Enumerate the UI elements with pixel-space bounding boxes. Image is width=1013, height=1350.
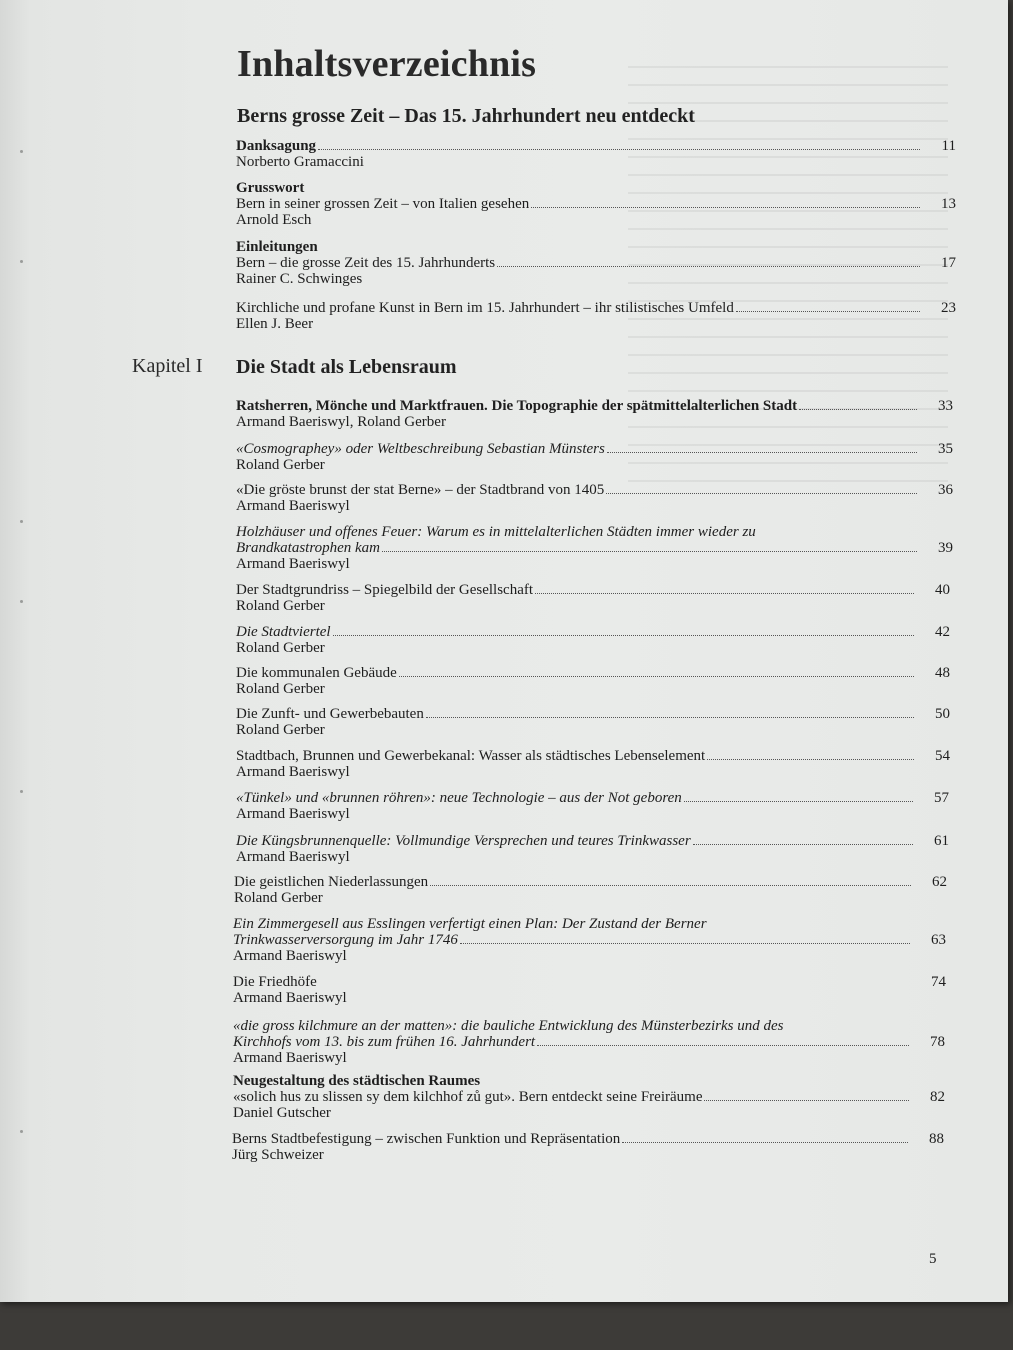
entry-title: Bern in seiner grossen Zeit – von Italien gesehen	[236, 196, 530, 212]
entry-heading: Grusswort	[236, 180, 305, 196]
toc-entry[interactable]	[236, 441, 953, 473]
entry-title: «solich hus zu slissen sy dem kilchhof zů gut». Bern entdeckt seine Freiräume	[233, 1089, 703, 1105]
toc-entry[interactable]	[236, 239, 956, 287]
entry-title: Die geistlichen Niederlassungen	[234, 874, 429, 890]
entry-author: Armand Baeriswyl	[236, 849, 350, 865]
entry-title: «Die gröste brunst der stat Berne» – der Stadtbrand von 1405	[236, 482, 605, 498]
entry-title: Die Stadtviertel	[236, 624, 331, 640]
entry-title: Kirchhofs vom 13. bis zum frühen 16. Jahrhundert	[233, 1034, 536, 1050]
toc-entry[interactable]	[236, 300, 956, 332]
entry-page: 48	[935, 665, 950, 681]
entry-page: 63	[931, 932, 946, 948]
toc-entry[interactable]	[236, 398, 953, 430]
leader-dots	[799, 409, 917, 410]
leader-dots	[318, 149, 920, 150]
entry-author: Ellen J. Beer	[236, 316, 314, 332]
entry-author: Arnold Esch	[236, 212, 312, 228]
toc-entry[interactable]	[236, 833, 949, 865]
toc-entry[interactable]	[234, 874, 947, 906]
toc-entry[interactable]	[236, 665, 950, 697]
entry-title: Berns Stadtbefestigung – zwischen Funktion und Repräsentation	[232, 1131, 621, 1147]
entry-author: Rainer C. Schwinges	[236, 271, 363, 287]
leader-dots	[531, 207, 920, 208]
entry-page: 42	[935, 624, 950, 640]
entry-title: Kirchliche und profane Kunst in Bern im 15. Jahrhundert – ihr stilistisches Umfeld	[236, 300, 734, 316]
page-number: 5	[929, 1251, 937, 1267]
section-title: Berns grosse Zeit – Das 15. Jahrhundert neu entdeckt	[237, 105, 695, 127]
leader-dots	[497, 266, 920, 267]
entry-title: Ratsherren, Mönche und Marktfrauen. Die Topographie der spätmittelalterlichen Stadt	[236, 398, 798, 414]
entry-author: Norberto Gramaccini	[236, 154, 364, 170]
page-title: Inhaltsverzeichnis	[237, 43, 537, 85]
toc-entry[interactable]	[233, 1018, 945, 1066]
entry-author: Armand Baeriswyl	[233, 990, 347, 1006]
entry-title-line1: Ein Zimmergesell aus Esslingen verfertigt einen Plan: Der Zustand der Berner	[233, 916, 707, 932]
entry-page: 39	[938, 540, 953, 556]
toc-entry[interactable]	[236, 706, 950, 738]
entry-page: 78	[930, 1034, 945, 1050]
entry-page: 57	[934, 790, 949, 806]
toc-entry[interactable]	[236, 524, 953, 572]
toc-entry[interactable]	[236, 482, 953, 514]
entry-page: 17	[941, 255, 956, 271]
leader-dots	[399, 676, 914, 677]
entry-author: Roland Gerber	[236, 457, 325, 473]
toc-entry[interactable]	[236, 624, 950, 656]
entry-page: 36	[938, 482, 953, 498]
entry-title: Die Friedhöfe	[233, 974, 317, 990]
toc-entry[interactable]	[236, 180, 956, 228]
entry-author: Armand Baeriswyl, Roland Gerber	[236, 414, 446, 430]
leader-dots	[622, 1142, 908, 1143]
leader-dots	[693, 844, 913, 845]
entry-page: 35	[938, 441, 953, 457]
leader-dots	[606, 493, 917, 494]
toc-entry[interactable]	[233, 916, 946, 964]
toc-entry[interactable]	[233, 1073, 945, 1121]
leader-dots	[535, 593, 914, 594]
entry-author: Daniel Gutscher	[233, 1105, 331, 1121]
leader-dots	[426, 717, 914, 718]
entry-page: 54	[935, 748, 950, 764]
leader-dots	[382, 551, 917, 552]
entry-page: 50	[935, 706, 950, 722]
entry-title: Trinkwasserversorgung im Jahr 1746	[233, 932, 458, 948]
entry-title-line1: Holzhäuser und offenes Feuer: Warum es in mittelalterlichen Städten immer wieder zu	[236, 524, 756, 540]
leader-dots	[333, 635, 914, 636]
leader-dots	[607, 452, 917, 453]
entry-page: 74	[931, 974, 946, 990]
entry-title: Stadtbach, Brunnen und Gewerbekanal: Wasser als städtisches Lebenselement	[236, 748, 706, 764]
entry-page: 13	[941, 196, 956, 212]
entry-heading: Neugestaltung des städtischen Raumes	[233, 1073, 481, 1089]
entry-author: Jürg Schweizer	[232, 1147, 324, 1163]
entry-author: Armand Baeriswyl	[233, 948, 347, 964]
toc-entry[interactable]	[233, 974, 946, 1006]
entry-page: 23	[941, 300, 956, 316]
entry-page: 40	[935, 582, 950, 598]
entry-author: Armand Baeriswyl	[236, 806, 350, 822]
leader-dots	[460, 943, 910, 944]
entry-title: Der Stadtgrundriss – Spiegelbild der Gesellschaft	[236, 582, 534, 598]
toc-entry[interactable]	[236, 790, 949, 822]
entry-page: 82	[930, 1089, 945, 1105]
entry-heading: Danksagung	[236, 138, 317, 154]
entry-title: Die Zunft- und Gewerbebauten	[236, 706, 424, 722]
leader-dots	[430, 885, 911, 886]
entry-title: «Tünkel» und «brunnen röhren»: neue Technologie – aus der Not geboren	[236, 790, 682, 806]
toc-entry[interactable]	[236, 138, 956, 170]
entry-author: Roland Gerber	[236, 640, 325, 656]
toc-entry[interactable]	[236, 748, 950, 780]
entry-title: «Cosmographey» oder Weltbeschreibung Sebastian Münsters	[236, 441, 605, 457]
entry-author: Roland Gerber	[234, 890, 323, 906]
entry-page: 62	[932, 874, 947, 890]
entry-title-line1: «die gross kilchmure an der matten»: die bauliche Entwicklung des Münsterbezirks und des	[233, 1018, 784, 1034]
entry-author: Roland Gerber	[236, 598, 325, 614]
entry-page: 88	[929, 1131, 944, 1147]
entry-title: Bern – die grosse Zeit des 15. Jahrhunderts	[236, 255, 496, 271]
toc-entry[interactable]	[232, 1131, 944, 1163]
entry-author: Roland Gerber	[236, 722, 325, 738]
entry-page: 61	[934, 833, 949, 849]
leader-dots	[537, 1045, 909, 1046]
entry-title: Die kommunalen Gebäude	[236, 665, 397, 681]
entry-author: Armand Baeriswyl	[236, 556, 350, 572]
entry-author: Armand Baeriswyl	[236, 498, 350, 514]
entry-author: Armand Baeriswyl	[233, 1050, 347, 1066]
leader-dots	[707, 759, 914, 760]
leader-dots	[736, 311, 920, 312]
entry-author: Roland Gerber	[236, 681, 325, 697]
entry-title: Die Küngsbrunnenquelle: Vollmundige Versprechen und teures Trinkwasser	[236, 833, 691, 849]
leader-dots	[684, 801, 913, 802]
entry-title: Brandkatastrophen kam	[236, 540, 381, 556]
chapter-title: Die Stadt als Lebensraum	[236, 356, 457, 378]
entry-author: Armand Baeriswyl	[236, 764, 350, 780]
leader-dots	[704, 1100, 909, 1101]
chapter-label: Kapitel I	[132, 355, 203, 377]
entry-page: 33	[938, 398, 953, 414]
entry-heading: Einleitungen	[236, 239, 318, 255]
toc-entry[interactable]	[236, 582, 950, 614]
entry-page: 11	[941, 138, 956, 154]
